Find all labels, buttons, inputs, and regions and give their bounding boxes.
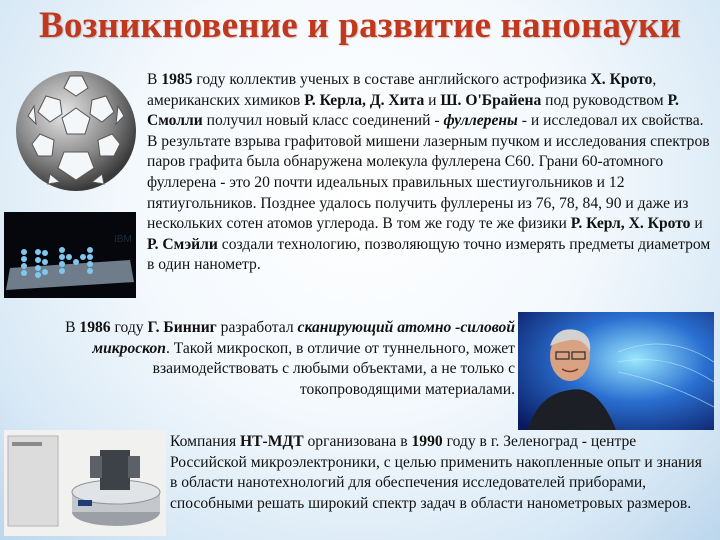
afm-device-image — [4, 430, 166, 536]
fullerene-image — [10, 56, 142, 206]
scientist-portrait-image — [518, 312, 714, 430]
paragraph-fullerenes: В 1985 году коллектив ученых в составе английского астрофизика Х. Крото, американских химиков Р. Керла, Д. Хита и Ш. О'Брайена под руководством Р. Смолли получил новый класс соединений - фуллерены - и исследовал их свойства. В результате взрыва графитовой мишени лазерным пучком и исследования спектров паров графита была обнаружена молекула фуллерена С60. Грани 60-атомного фуллерена - это 20 почти идеальных правильных шестиугольников и 12 пятиугольников. Позднее удалось получить фуллерены из 76, 78, 84, 90 и даже из нескольких сотен атомов углерода. В том же году те же физики Р. Керл, Х. Крото и Р. Смэйли создали технологию, позволяющую точно измерять предметы диаметром в один нанометр. — [147, 71, 711, 274]
ibm-logo-text: IBM — [114, 234, 132, 245]
page-title: Возникновение и развитие нанонауки — [38, 5, 682, 46]
ibm-atoms-image — [4, 212, 136, 298]
paragraph-afm: В 1986 году Г. Бинниг разработал сканирующий атомно -силовой микроскоп. Такой микроскоп, в отличие от туннельного, может взаимодействовать с любыми объектами, а не только с токопроводящими материалами. — [65, 319, 515, 398]
paragraph-ntmdt: Компания НТ-МДТ организована в 1990 году в г. Зеленоград - центре Российской микроэлектроники, с целью применить накопленные опыт и знания в области нанотехнологий для обеспечения исследователей приборами, способными решать широкий спектр задач в области нанометровых размеров. — [170, 433, 702, 512]
